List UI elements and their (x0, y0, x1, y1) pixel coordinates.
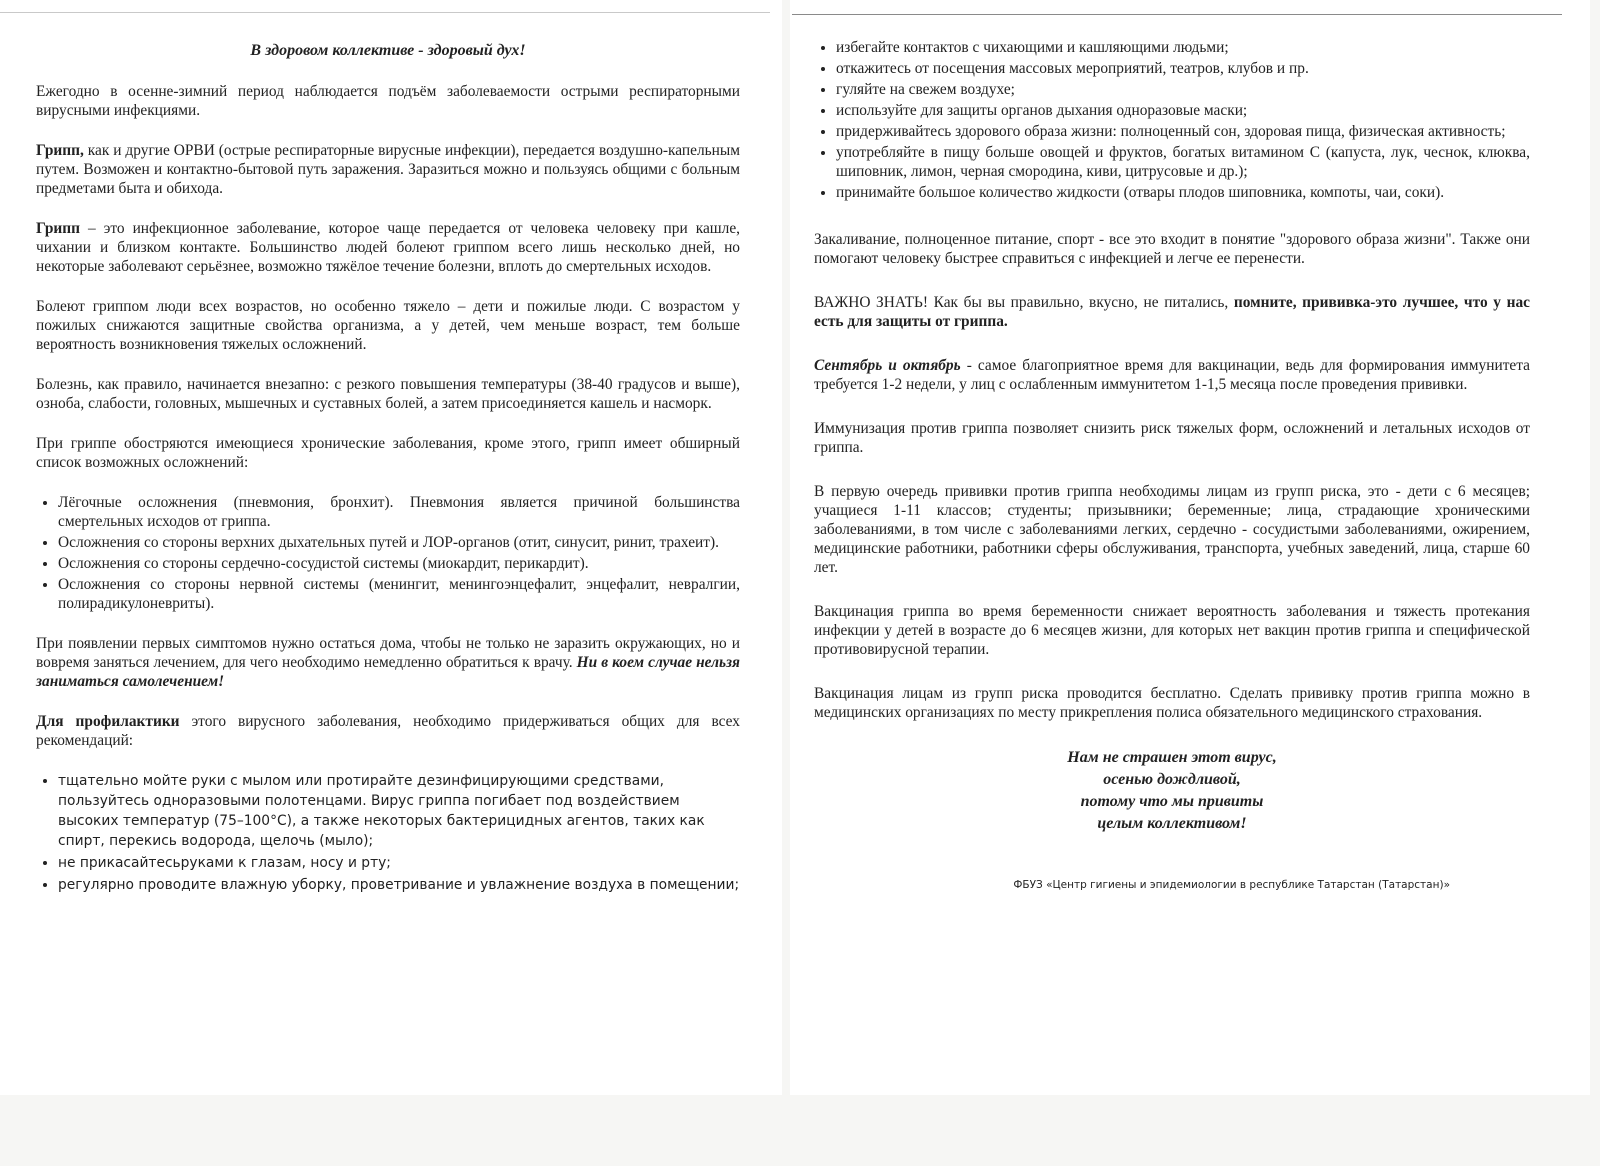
prevention-list-continued (814, 38, 1530, 202)
prevention-term: Для профилактики (36, 713, 180, 730)
flu-transmission-paragraph (36, 141, 740, 198)
list-item: • Осложнения со стороны верхних дыхательных путей и ЛОР-органов (отит, синусит, ринит, трахеит). (58, 533, 740, 552)
pregnancy-vaccination-paragraph: Вакцинация гриппа во время беременности снижает вероятность заболевания и тяжесть протекания инфекции у детей в возрасте до 6 месяцев жизни, для которых нет вакцин против гриппа и специфической противовирусной терапии. (814, 603, 1530, 658)
complications-intro-paragraph: При гриппе обостряются имеющиеся хронические заболевания, кроме этого, грипп имеет обширный список возможных осложнений: (36, 435, 740, 471)
vaccination-emphasis: помните, прививка-это лучшее, что у нас есть для защиты от гриппа. (814, 294, 1530, 330)
list-item: • не прикасайтесьруками к глазам, носу и рту; (58, 853, 740, 873)
list-item: • регулярно проводите влажную уборку, проветривание и увлажнение воздуха в помещении; (58, 875, 740, 895)
right-page (790, 0, 1590, 1095)
prevention-list (36, 771, 740, 895)
list-item: • Лёгочные осложнения (пневмония, бронхит). Пневмония является причиной большинства смертельных исходов от гриппа. (58, 493, 740, 531)
list-item: • откажитесь от посещения массовых мероприятий, театров, клубов и пр. (836, 59, 1530, 78)
important-note-text: ВАЖНО ЗНАТЬ! Как бы вы правильно, вкусно, не питались, (814, 294, 1234, 311)
list-item: • Осложнения со стороны нервной системы (менингит, менингоэнцефалит, энцефалит, невралгии, полирадикулоневриты). (58, 575, 740, 613)
list-item: • Осложнения со стороны сердечно-сосудистой системы (миокардит, перикардит). (58, 554, 740, 573)
complications-list (36, 493, 740, 613)
healthy-lifestyle-paragraph: Закаливание, полноценное питание, спорт - все это входит в понятие "здорового образа жизни". Также они помогают человеку быстрее справиться с инфекцией и легче ее перенести. (814, 231, 1530, 267)
slogan (814, 747, 1530, 835)
flu-definition-paragraph (36, 219, 740, 276)
slogan-line: потому что мы привиты (1080, 793, 1264, 810)
first-symptoms-paragraph (36, 634, 740, 691)
prevention-intro-paragraph (36, 712, 740, 750)
intro-paragraph: Ежегодно в осенне-зимний период наблюдается подъём заболеваемости острыми респираторными вирусными инфекциями. (36, 83, 740, 119)
self-treatment-warning: Ни в коем случае нельзя заниматься самолечением! (36, 654, 740, 690)
slogan-line: целым коллективом! (1097, 815, 1247, 832)
list-item: • принимайте большое количество жидкости (отвары плодов шиповника, компоты, чаи, соки). (836, 183, 1530, 202)
first-symptoms-text: При появлении первых симптомов нужно остаться дома, чтобы не только не заразить окружающих, но и вовремя заняться лечением, для чего необходимо немедленно обратиться к врачу. (36, 635, 740, 671)
vaccination-months: Сентябрь и октябрь (814, 357, 961, 374)
list-item: • гуляйте на свежем воздухе; (836, 80, 1530, 99)
important-note-paragraph (814, 293, 1530, 331)
vaccination-timing-text: - самое благоприятное время для вакцинации, ведь для формирования иммунитета требуется 1-2 недели, у лиц с ослабленным иммунитетом 1-1,5 месяца после проведения прививки. (814, 357, 1530, 393)
list-item: • избегайте контактов с чихающими и кашляющими людьми; (836, 38, 1530, 57)
flu-transmission-text: как и другие ОРВИ (острые респираторные вирусные инфекции), передается воздушно-капельным путем. Возможен и контактно-бытовой путь заражения. Заразиться можно и пользуясь общими с больным предметами быта и обихода. (36, 142, 740, 197)
immunization-paragraph: Иммунизация против гриппа позволяет снизить риск тяжелых форм, осложнений и летальных исходов от гриппа. (814, 420, 1530, 456)
organization-footer: ФБУЗ «Центр гигиены и эпидемиологии в республике Татарстан (Татарстан)» (1013, 879, 1450, 891)
list-item: • используйте для защиты органов дыхания одноразовые маски; (836, 101, 1530, 120)
left-page (0, 0, 782, 1095)
free-vaccination-paragraph: Вакцинация лицам из групп риска проводится бесплатно. Сделать прививку против гриппа можно в медицинских организациях по месту прикрепления полиса обязательного медицинского страхования. (814, 685, 1530, 721)
list-item: • тщательно мойте руки с мылом или протирайте дезинфицирующими средствами, пользуйтесь одноразовыми полотенцами. Вирус гриппа погибает под воздействием высоких температур (75–100°С), а также некоторых бактерицидных агентов, таких как спирт, перекись водорода, щелочь (мыло); (58, 771, 740, 851)
list-item: • употребляйте в пищу больше овощей и фруктов, богатых витамином С (капуста, лук, чеснок, клюква, шиповник, лимон, черная смородина, киви, цитрусовые и др.); (836, 143, 1530, 181)
flu-term: Грипп (36, 220, 80, 237)
prevention-intro-text: этого вирусного заболевания, необходимо придерживаться общих для всех рекомендаций: (36, 713, 740, 749)
slogan-line: Нам не страшен этот вирус, (1067, 749, 1277, 766)
symptoms-paragraph: Болезнь, как правило, начинается внезапно: с резкого повышения температуры (38-40 градусов и выше), озноба, слабости, головных, мышечных и суставных болей, а затем присоединяется кашель и насморк. (36, 376, 740, 412)
vaccination-timing-paragraph (814, 356, 1530, 394)
flu-term: Грипп, (36, 142, 84, 159)
slogan-line: осенью дождливой, (1103, 771, 1241, 788)
list-item: • придерживайтесь здорового образа жизни: полноценный сон, здоровая пища, физическая активность; (836, 122, 1530, 141)
flu-definition-text: – это инфекционное заболевание, которое чаще передается от человека человеку при кашле, чихании и близком контакте. Большинство людей болеют гриппом всего лишь несколько дней, но некоторые заболевают серьёзнее, возможно тяжёлое течение болезни, вплоть до смертельных исходов. (36, 220, 740, 275)
age-groups-paragraph: Болеют гриппом люди всех возрастов, но особенно тяжело – дети и пожилые люди. С возрастом у пожилых снижаются защитные свойства организма, а у детей, чем меньше возраст, тем больше вероятность возникновения тяжелых осложнений. (36, 298, 740, 353)
risk-groups-paragraph: В первую очередь прививки против гриппа необходимы лицам из групп риска, это - дети с 6 месяцев; учащиеся 1-11 классов; студенты; призывники; беременные; лица, страдающие хроническими заболеваниями, в том числе с заболеваниями легких, сердечно - сосудистыми заболеваниями, ожирением, медицинские работники, работники сферы обслуживания, транспорта, учебных заведений, лица, старше 60 лет. (814, 483, 1530, 576)
document-title: В здоровом коллективе - здоровый дух! (250, 42, 526, 59)
